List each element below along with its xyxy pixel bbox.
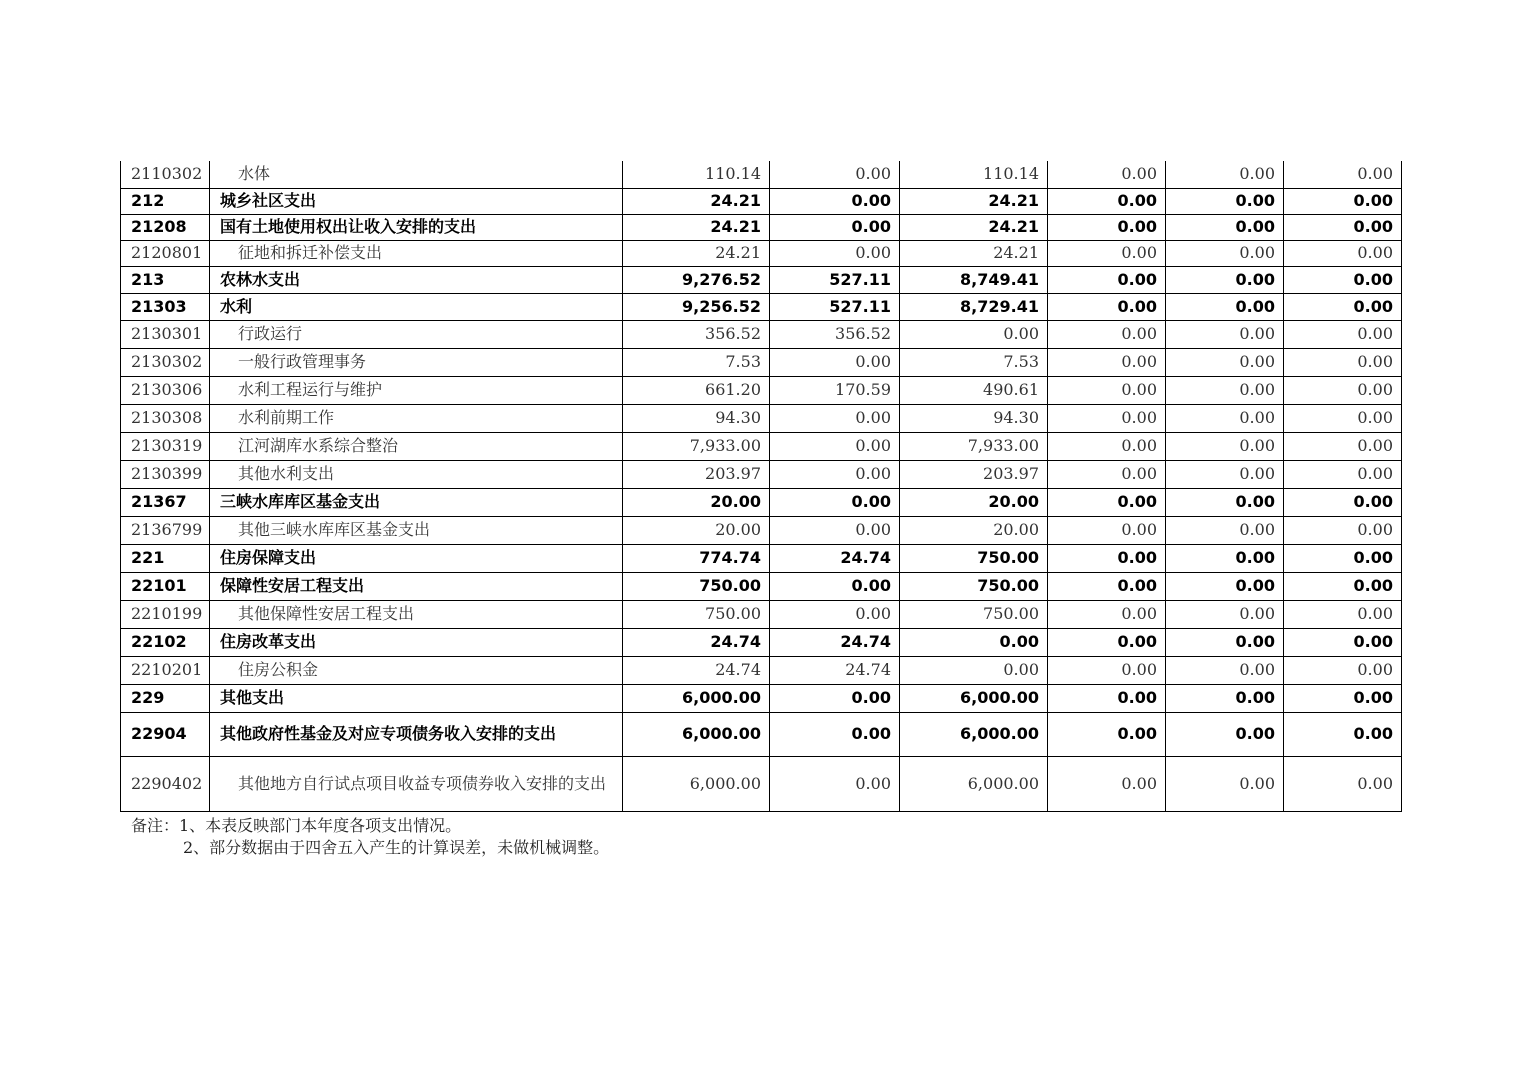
cell-amount: 0.00 <box>1166 628 1284 656</box>
cell-amount: 24.21 <box>900 240 1048 266</box>
cell-amount: 490.61 <box>900 376 1048 404</box>
cell-code: 212 <box>121 188 210 214</box>
cell-amount: 6,000.00 <box>623 756 770 811</box>
table-notes <box>131 815 609 859</box>
cell-amount: 7,933.00 <box>900 432 1048 460</box>
cell-code: 21208 <box>121 214 210 240</box>
table-row <box>121 214 1402 240</box>
cell-amount: 0.00 <box>1166 756 1284 811</box>
cell-code: 22102 <box>121 628 210 656</box>
cell-name: 农林水支出 <box>210 266 623 293</box>
cell-name: 住房改革支出 <box>210 628 623 656</box>
cell-amount: 0.00 <box>1284 320 1402 348</box>
cell-name: 水利 <box>210 293 623 320</box>
cell-amount: 0.00 <box>1166 432 1284 460</box>
cell-amount: 0.00 <box>1048 161 1166 188</box>
cell-amount: 6,000.00 <box>900 756 1048 811</box>
cell-amount: 24.74 <box>770 656 900 684</box>
cell-amount: 0.00 <box>1284 756 1402 811</box>
cell-amount: 0.00 <box>1166 516 1284 544</box>
cell-amount: 20.00 <box>623 488 770 516</box>
cell-code: 2130399 <box>121 460 210 488</box>
cell-amount: 0.00 <box>770 488 900 516</box>
cell-amount: 94.30 <box>623 404 770 432</box>
cell-name: 国有土地使用权出让收入安排的支出 <box>210 214 623 240</box>
cell-amount: 0.00 <box>1048 756 1166 811</box>
cell-amount: 20.00 <box>623 516 770 544</box>
cell-amount: 0.00 <box>1166 188 1284 214</box>
cell-amount: 0.00 <box>770 214 900 240</box>
cell-amount: 0.00 <box>1166 266 1284 293</box>
cell-amount: 0.00 <box>1284 460 1402 488</box>
cell-amount: 8,729.41 <box>900 293 1048 320</box>
cell-amount: 0.00 <box>770 460 900 488</box>
cell-amount: 0.00 <box>1166 460 1284 488</box>
cell-amount: 0.00 <box>1166 293 1284 320</box>
cell-name: 其他地方自行试点项目收益专项债券收入安排的支出 <box>210 756 623 811</box>
cell-amount: 0.00 <box>1166 712 1284 756</box>
table-row <box>121 460 1402 488</box>
cell-amount: 24.21 <box>623 188 770 214</box>
table-row <box>121 656 1402 684</box>
cell-amount: 0.00 <box>1284 600 1402 628</box>
cell-amount: 0.00 <box>1166 488 1284 516</box>
cell-amount: 0.00 <box>770 712 900 756</box>
cell-code: 2120801 <box>121 240 210 266</box>
cell-name: 住房公积金 <box>210 656 623 684</box>
cell-amount: 0.00 <box>1048 432 1166 460</box>
cell-amount: 0.00 <box>1048 348 1166 376</box>
cell-amount: 0.00 <box>1166 544 1284 572</box>
cell-code: 2210199 <box>121 600 210 628</box>
cell-name: 水利前期工作 <box>210 404 623 432</box>
table-row <box>121 544 1402 572</box>
cell-amount: 0.00 <box>770 348 900 376</box>
cell-amount: 0.00 <box>900 656 1048 684</box>
cell-amount: 527.11 <box>770 293 900 320</box>
cell-name: 征地和拆迁补偿支出 <box>210 240 623 266</box>
cell-amount: 0.00 <box>1284 628 1402 656</box>
cell-amount: 0.00 <box>1284 188 1402 214</box>
cell-amount: 0.00 <box>770 161 900 188</box>
cell-code: 2110302 <box>121 161 210 188</box>
table-row <box>121 684 1402 712</box>
cell-amount: 750.00 <box>623 600 770 628</box>
table-row <box>121 628 1402 656</box>
cell-amount: 0.00 <box>900 628 1048 656</box>
table-row <box>121 756 1402 811</box>
cell-code: 22904 <box>121 712 210 756</box>
cell-amount: 0.00 <box>1284 656 1402 684</box>
cell-code: 21303 <box>121 293 210 320</box>
cell-amount: 110.14 <box>623 161 770 188</box>
cell-amount: 24.21 <box>623 240 770 266</box>
cell-amount: 0.00 <box>1166 320 1284 348</box>
cell-amount: 0.00 <box>1048 712 1166 756</box>
cell-code: 2136799 <box>121 516 210 544</box>
cell-name: 其他支出 <box>210 684 623 712</box>
cell-code: 221 <box>121 544 210 572</box>
cell-amount: 0.00 <box>1048 188 1166 214</box>
cell-name: 其他保障性安居工程支出 <box>210 600 623 628</box>
cell-name: 城乡社区支出 <box>210 188 623 214</box>
table-row <box>121 712 1402 756</box>
cell-code: 2130306 <box>121 376 210 404</box>
cell-amount: 0.00 <box>1048 214 1166 240</box>
cell-amount: 750.00 <box>900 600 1048 628</box>
cell-amount: 170.59 <box>770 376 900 404</box>
cell-code: 2130302 <box>121 348 210 376</box>
cell-name: 住房保障支出 <box>210 544 623 572</box>
cell-code: 2130308 <box>121 404 210 432</box>
cell-amount: 0.00 <box>1166 684 1284 712</box>
table-row <box>121 188 1402 214</box>
cell-code: 21367 <box>121 488 210 516</box>
cell-code: 213 <box>121 266 210 293</box>
note-line-2: 2、部分数据由于四舍五入产生的计算误差，未做机械调整。 <box>183 838 610 857</box>
cell-amount: 0.00 <box>1284 161 1402 188</box>
expenditure-table <box>120 161 1402 812</box>
cell-amount: 6,000.00 <box>623 712 770 756</box>
cell-amount: 0.00 <box>770 240 900 266</box>
cell-amount: 0.00 <box>1284 404 1402 432</box>
cell-amount: 0.00 <box>770 684 900 712</box>
cell-amount: 24.74 <box>770 544 900 572</box>
cell-amount: 0.00 <box>1166 240 1284 266</box>
cell-code: 2290402 <box>121 756 210 811</box>
cell-amount: 0.00 <box>1048 656 1166 684</box>
cell-amount: 7,933.00 <box>623 432 770 460</box>
table-row <box>121 572 1402 600</box>
table-row <box>121 266 1402 293</box>
cell-name: 保障性安居工程支出 <box>210 572 623 600</box>
cell-amount: 0.00 <box>1166 656 1284 684</box>
cell-amount: 0.00 <box>1048 404 1166 432</box>
cell-amount: 0.00 <box>1284 516 1402 544</box>
cell-amount: 24.21 <box>623 214 770 240</box>
cell-amount: 0.00 <box>1284 214 1402 240</box>
cell-amount: 0.00 <box>1048 516 1166 544</box>
cell-amount: 750.00 <box>623 572 770 600</box>
table-row <box>121 376 1402 404</box>
cell-code: 2130301 <box>121 320 210 348</box>
cell-code: 2210201 <box>121 656 210 684</box>
cell-amount: 0.00 <box>770 188 900 214</box>
table-row <box>121 240 1402 266</box>
cell-name: 其他三峡水库库区基金支出 <box>210 516 623 544</box>
cell-amount: 0.00 <box>1166 161 1284 188</box>
cell-amount: 527.11 <box>770 266 900 293</box>
note-line-1: 备注：1、本表反映部门本年度各项支出情况。 <box>131 816 462 835</box>
cell-amount: 0.00 <box>1048 320 1166 348</box>
cell-amount: 0.00 <box>1284 488 1402 516</box>
cell-amount: 0.00 <box>1048 266 1166 293</box>
cell-amount: 0.00 <box>1048 488 1166 516</box>
cell-amount: 24.21 <box>900 214 1048 240</box>
cell-amount: 0.00 <box>1166 600 1284 628</box>
table-row <box>121 404 1402 432</box>
cell-name: 江河湖库水系综合整治 <box>210 432 623 460</box>
cell-amount: 0.00 <box>1048 240 1166 266</box>
cell-name: 水体 <box>210 161 623 188</box>
cell-amount: 750.00 <box>900 572 1048 600</box>
cell-code: 2130319 <box>121 432 210 460</box>
cell-amount: 94.30 <box>900 404 1048 432</box>
cell-amount: 0.00 <box>1166 404 1284 432</box>
cell-amount: 20.00 <box>900 516 1048 544</box>
cell-amount: 0.00 <box>1284 572 1402 600</box>
cell-amount: 0.00 <box>1048 600 1166 628</box>
cell-amount: 0.00 <box>1048 376 1166 404</box>
table-row <box>121 293 1402 320</box>
cell-amount: 9,276.52 <box>623 266 770 293</box>
cell-amount: 0.00 <box>770 756 900 811</box>
cell-name: 三峡水库库区基金支出 <box>210 488 623 516</box>
table-row <box>121 488 1402 516</box>
table-row <box>121 516 1402 544</box>
cell-code: 229 <box>121 684 210 712</box>
table-row <box>121 320 1402 348</box>
table-row <box>121 161 1402 188</box>
cell-amount: 24.74 <box>770 628 900 656</box>
cell-amount: 0.00 <box>1284 432 1402 460</box>
cell-amount: 0.00 <box>1048 544 1166 572</box>
cell-amount: 0.00 <box>1166 376 1284 404</box>
table-row <box>121 600 1402 628</box>
cell-name: 其他水利支出 <box>210 460 623 488</box>
cell-amount: 0.00 <box>770 432 900 460</box>
cell-amount: 0.00 <box>1284 376 1402 404</box>
cell-amount: 24.74 <box>623 656 770 684</box>
cell-amount: 203.97 <box>623 460 770 488</box>
table-row <box>121 432 1402 460</box>
cell-amount: 9,256.52 <box>623 293 770 320</box>
cell-amount: 0.00 <box>1284 712 1402 756</box>
cell-amount: 8,749.41 <box>900 266 1048 293</box>
cell-amount: 0.00 <box>1284 240 1402 266</box>
cell-amount: 6,000.00 <box>623 684 770 712</box>
cell-amount: 0.00 <box>1284 684 1402 712</box>
cell-amount: 6,000.00 <box>900 684 1048 712</box>
cell-amount: 0.00 <box>1284 544 1402 572</box>
cell-amount: 7.53 <box>900 348 1048 376</box>
cell-amount: 203.97 <box>900 460 1048 488</box>
cell-amount: 0.00 <box>1048 460 1166 488</box>
cell-amount: 0.00 <box>1166 348 1284 376</box>
cell-amount: 0.00 <box>770 404 900 432</box>
cell-amount: 0.00 <box>1284 293 1402 320</box>
cell-amount: 661.20 <box>623 376 770 404</box>
table-row <box>121 348 1402 376</box>
cell-amount: 0.00 <box>1048 628 1166 656</box>
cell-amount: 0.00 <box>1284 348 1402 376</box>
cell-amount: 6,000.00 <box>900 712 1048 756</box>
cell-amount: 0.00 <box>1284 266 1402 293</box>
cell-amount: 356.52 <box>623 320 770 348</box>
cell-amount: 0.00 <box>770 572 900 600</box>
cell-amount: 20.00 <box>900 488 1048 516</box>
cell-amount: 0.00 <box>1048 293 1166 320</box>
table-body <box>121 161 1402 811</box>
cell-name: 一般行政管理事务 <box>210 348 623 376</box>
cell-amount: 7.53 <box>623 348 770 376</box>
cell-name: 其他政府性基金及对应专项债务收入安排的支出 <box>210 712 623 756</box>
cell-amount: 0.00 <box>900 320 1048 348</box>
cell-amount: 356.52 <box>770 320 900 348</box>
cell-amount: 24.74 <box>623 628 770 656</box>
cell-amount: 750.00 <box>900 544 1048 572</box>
cell-name: 行政运行 <box>210 320 623 348</box>
cell-code: 22101 <box>121 572 210 600</box>
cell-amount: 24.21 <box>900 188 1048 214</box>
cell-amount: 0.00 <box>770 600 900 628</box>
cell-amount: 110.14 <box>900 161 1048 188</box>
cell-amount: 0.00 <box>770 516 900 544</box>
cell-amount: 0.00 <box>1048 684 1166 712</box>
cell-name: 水利工程运行与维护 <box>210 376 623 404</box>
cell-amount: 0.00 <box>1166 572 1284 600</box>
cell-amount: 0.00 <box>1166 214 1284 240</box>
cell-amount: 0.00 <box>1048 572 1166 600</box>
cell-amount: 774.74 <box>623 544 770 572</box>
